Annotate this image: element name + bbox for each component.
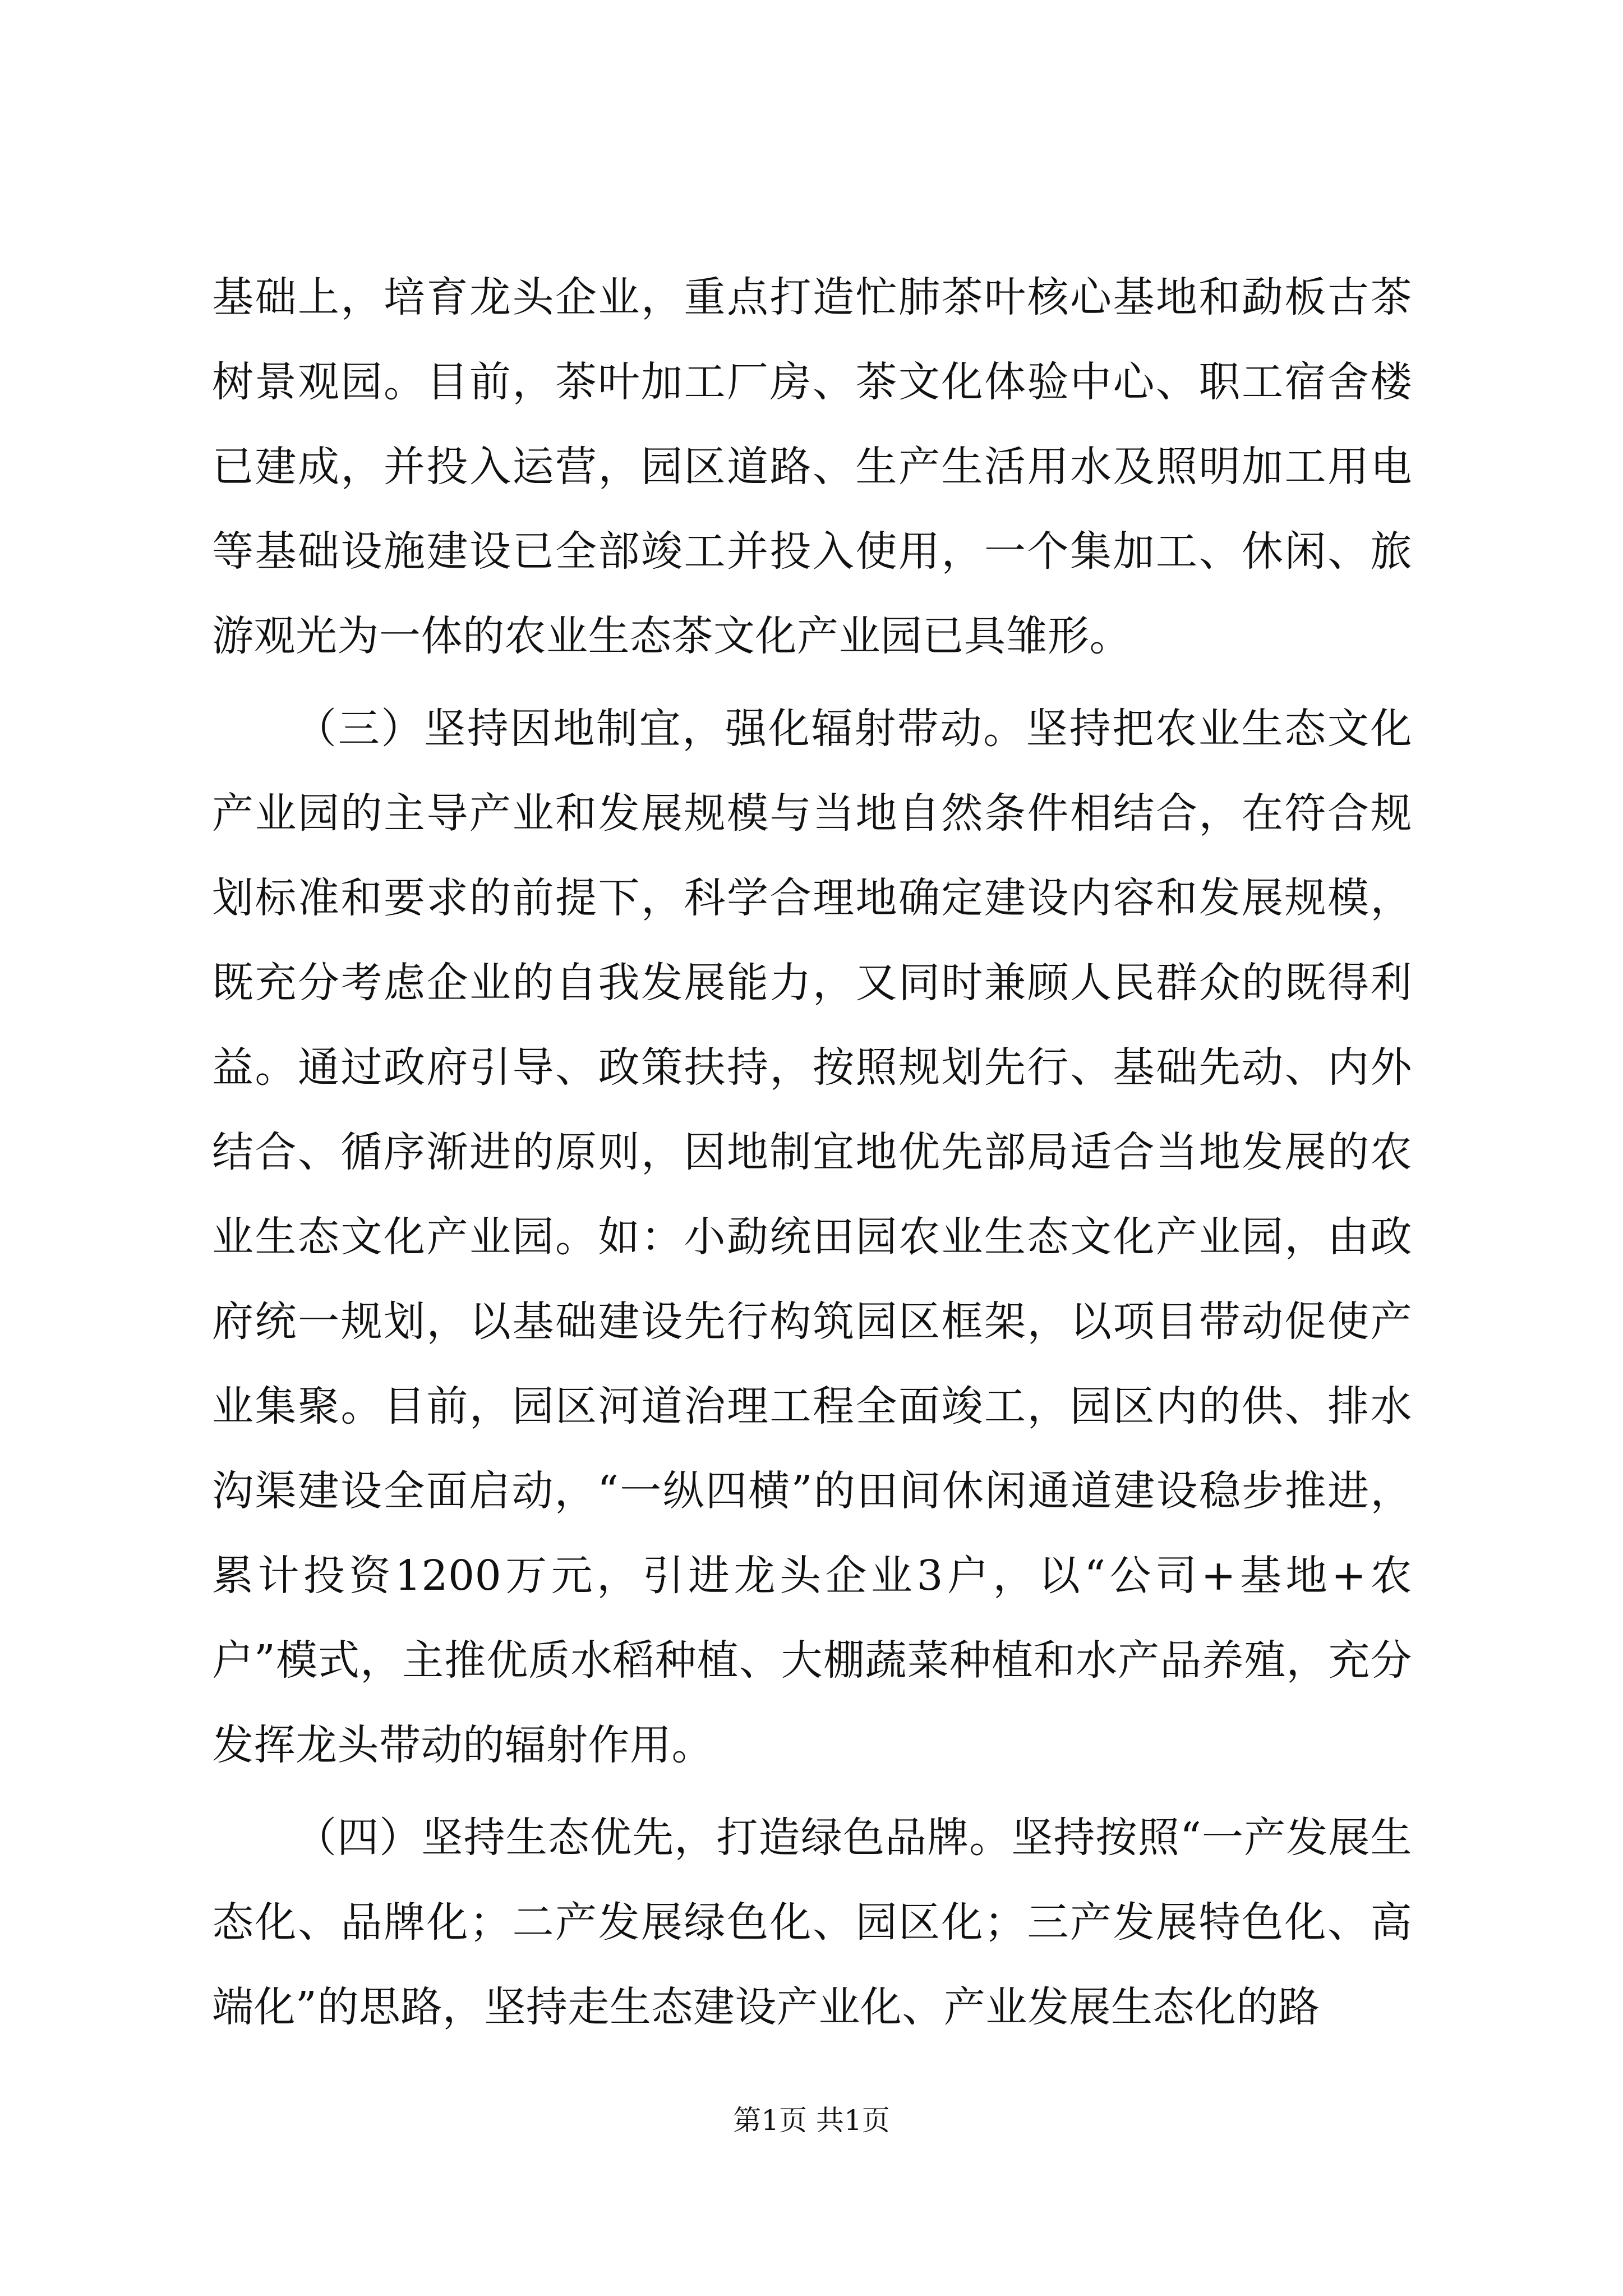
document-body [212,255,1412,2050]
paragraph-section-three: （三）坚持因地制宜，强化辐射带动。坚持把农业生态文化产业园的主导产业和发展规模与当地自然条件相结合，在符合规划标准和要求的前提下，科学合理地确定建设内容和发展规模，既充分考虑企业的自我发展能力，又同时兼顾人民群众的既得利益。通过政府引导、政策扶持，按照规划先行、基础先动、内外结合、循序渐进的原则，因地制宜地优先部局适合当地发展的农业生态文化产业园。如：小勐统田园农业生态文化产业园，由政府统一规划，以基础建设先行构筑园区框架，以项目带动促使产业集聚。目前，园区河道治理工程全面竣工，园区内的供、排水沟渠建设全面启动，“一纵四横”的田间休闲通道建设稳步推进，累计投资1200万元，引进龙头企业3户，以“公司+基地+农户”模式，主推优质水稻种植、大棚蔬菜种植和水产品养殖，充分发挥龙头带动的辐射作用。 [212,705,1412,1769]
page-footer: 第1页 共1页 [733,2104,890,2137]
paragraph-continuation: 基础上，培育龙头企业，重点打造忙肺茶叶核心基地和勐板古茶树景观园。目前，茶叶加工厂房、茶文化体验中心、职工宿舍楼已建成，并投入运营，园区道路、生产生活用水及照明加工用电等基础设施建设已全部竣工并投入使用，一个集加工、休闲、旅游观光为一体的农业生态茶文化产业园已具雏形。 [212,273,1412,660]
paragraph-section-four: （四）坚持生态优先，打造绿色品牌。坚持按照“一产发展生态化、品牌化；二产发展绿色化、园区化；三产发展特色化、高端化”的思路，坚持走生态建设产业化、产业发展生态化的路 [212,1814,1412,2031]
